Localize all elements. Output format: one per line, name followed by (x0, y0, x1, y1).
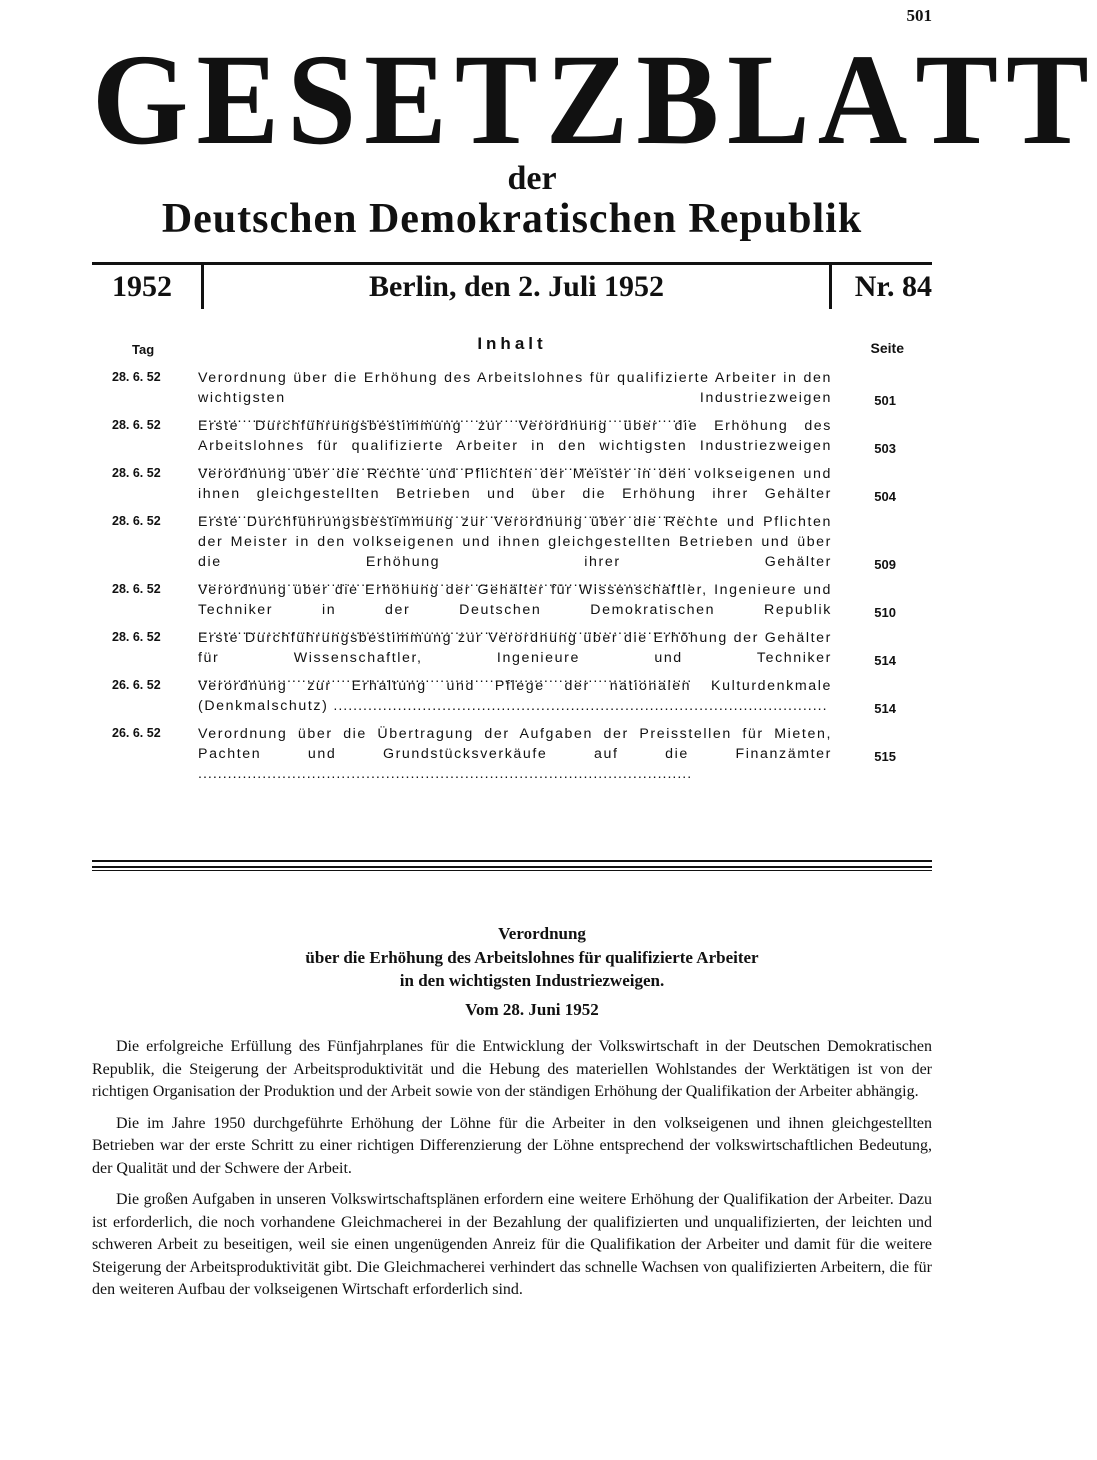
masthead-der: der (507, 160, 557, 197)
article-subtitle-1: über die Erhöhung des Arbeitslohnes für qualifizierte Arbeiter (305, 948, 759, 967)
article-subtitle-2: in den wichtigsten Industriezweigen. (399, 971, 665, 990)
toc-entry-title-text: Erste Durchführungsbestimmung zur Verordnung über die Erhöhung des Arbeitslohnes für qualifizierte Arbeiter in den wichtigsten Industriezweigen (198, 418, 832, 454)
toc-entry-page: 514 (874, 701, 896, 716)
toc-entry-title-text: Erste Durchführungsbestimmung zur Verordnung über die Erhöhung der Gehälter für Wissenschaftler, Ingenieure und Techniker (198, 630, 832, 666)
masthead-title (92, 27, 1097, 172)
toc-entry (92, 512, 932, 572)
masthead-republic: Deutschen Demokratischen Republik (161, 196, 863, 242)
toc-entry-page: 509 (874, 557, 896, 572)
separator-rule-thin (92, 870, 932, 871)
masthead-letter: T (1006, 27, 1097, 172)
toc-entry-page: 514 (874, 653, 896, 668)
toc-entry-title-text: Erste Durchführungsbestimmung zur Verordnung über die Rechte und Pflichten der Meister in den volkseigenen und ihnen gleichgestellten Betrieben und über die Erhöhung ihrer Gehälter (198, 514, 832, 570)
toc-entry-date: 28. 6. 52 (112, 418, 161, 432)
article-title: Verordnung (498, 924, 586, 943)
toc-entry (92, 676, 932, 716)
article-paragraph: Die im Jahre 1950 durchgeführte Erhöhung der Löhne für die Arbeiter in den volkseigenen und ihnen gleichgestellten Betrieben war der erste Schritt zu einer richtigen Differenzierung der Löhne entsprechend der volkswirtschaftlichen Bedeutung, der Qualität und der Schwere der Arbeit. (92, 1114, 932, 1177)
toc-entry (92, 724, 932, 764)
toc-entry-title (198, 724, 832, 784)
toc-entry (92, 464, 932, 504)
issue-header (92, 262, 932, 309)
toc-entry-date: 26. 6. 52 (112, 678, 161, 692)
toc-entry-title-text: Verordnung über die Übertragung der Aufgaben der Preisstellen für Mieten, Pachten und Grundstücksverkäufe auf die Finanzämter (198, 726, 832, 762)
toc-col-seite: Seite (870, 340, 904, 356)
toc-entry-date: 28. 6. 52 (112, 514, 161, 528)
article-heading (0, 922, 1024, 1025)
toc-header (92, 334, 932, 358)
toc-entry-page: 515 (874, 749, 896, 764)
article-paragraph: Die großen Aufgaben in unseren Volkswirtschaftsplänen erfordern eine weitere Erhöhung der Qualifikation der Arbeiter. Dazu ist erforderlich, die noch vorhandene Gleichmacherei in der Bezahlung der qualifizierten und unqualifizierten, der leichten und schweren Arbeit zu beseitigen, weil sie einen ungenügenden Anreiz für die Qualifikation der Arbeiter und damit für die weitere Steigerung der Arbeitsproduktivität gibt. Die Gleichmacherei verhindert das schnelle Wachsen von qualifizierten Arbeitern, die für den weiteren Aufbau der volkseigenen Wirtschaft erforderlich sind. (92, 1191, 932, 1298)
separator-rule (92, 860, 932, 868)
issue-year: 1952 (92, 265, 204, 309)
issue-place-date: Berlin, den 2. Juli 1952 (204, 265, 832, 309)
toc-col-tag: Tag (132, 342, 155, 357)
masthead-letter: T (454, 27, 546, 172)
toc-heading: Inhalt (477, 334, 547, 353)
masthead-letter: S (287, 27, 365, 172)
masthead-letter: A (817, 27, 916, 172)
toc-entry-title-text: Verordnung über die Erhöhung der Gehälter für Wissenschaftler, Ingenieure und Techniker in der Deutschen Demokratischen Republik (198, 582, 832, 618)
toc-entry-date: 28. 6. 52 (112, 466, 161, 480)
table-of-contents (92, 368, 932, 772)
masthead-letter: T (915, 27, 1007, 172)
toc-entry (92, 580, 932, 620)
page-number: 501 (906, 6, 932, 25)
masthead-letter: G (92, 27, 197, 172)
toc-entry-date: 26. 6. 52 (112, 726, 161, 740)
toc-entry (92, 628, 932, 668)
toc-leader-dots (328, 698, 827, 714)
toc-entry-title-text: Verordnung über die Rechte und Pflichten der Meister in den volkseigenen und ihnen gleichgestellten Betrieben und über die Erhöhung ihrer Gehälter (198, 466, 832, 502)
masthead-letter: E (196, 27, 288, 172)
masthead-letter: B (636, 27, 728, 172)
masthead-letter: E (364, 27, 455, 172)
issue-number: Nr. 84 (854, 270, 932, 303)
toc-entry-page: 504 (874, 489, 896, 504)
toc-entry-date: 28. 6. 52 (112, 370, 161, 384)
masthead-letter: Z (545, 27, 637, 172)
toc-entry-date: 28. 6. 52 (112, 630, 161, 644)
toc-entry (92, 416, 932, 456)
article-date: Vom 28. Juni 1952 (465, 1000, 599, 1019)
toc-entry (92, 368, 932, 408)
toc-entry-page: 503 (874, 441, 896, 456)
toc-entry-date: 28. 6. 52 (112, 582, 161, 596)
toc-entry-title (198, 676, 832, 716)
masthead-letter: L (727, 27, 818, 172)
article-body (92, 1036, 932, 1311)
toc-entry-page: 501 (874, 393, 896, 408)
article-paragraph: Die erfolgreiche Erfüllung des Fünfjahrplanes für die Entwicklung der Volkswirtschaft in der Deutschen Demokratischen Republik, die Steigerung der Arbeitsproduktivität und die Hebung des materiellen Wohlstandes der Werktätigen ist von der richtigen Organisation der Produktion und der Arbeit sowie von der ständigen Erhöhung der Qualifikation der Arbeiter abhängig. (92, 1038, 932, 1100)
toc-entry-page: 510 (874, 605, 896, 620)
toc-entry-title-text: Verordnung über die Erhöhung des Arbeitslohnes für qualifizierte Arbeiter in den wichtigsten Industriezweigen (198, 370, 832, 406)
toc-leader-dots (198, 766, 692, 782)
toc-entry-title-text: Verordnung zur Erhaltung und Pflege der nationalen Kulturdenkmale (Denkmalschutz) (198, 678, 832, 714)
